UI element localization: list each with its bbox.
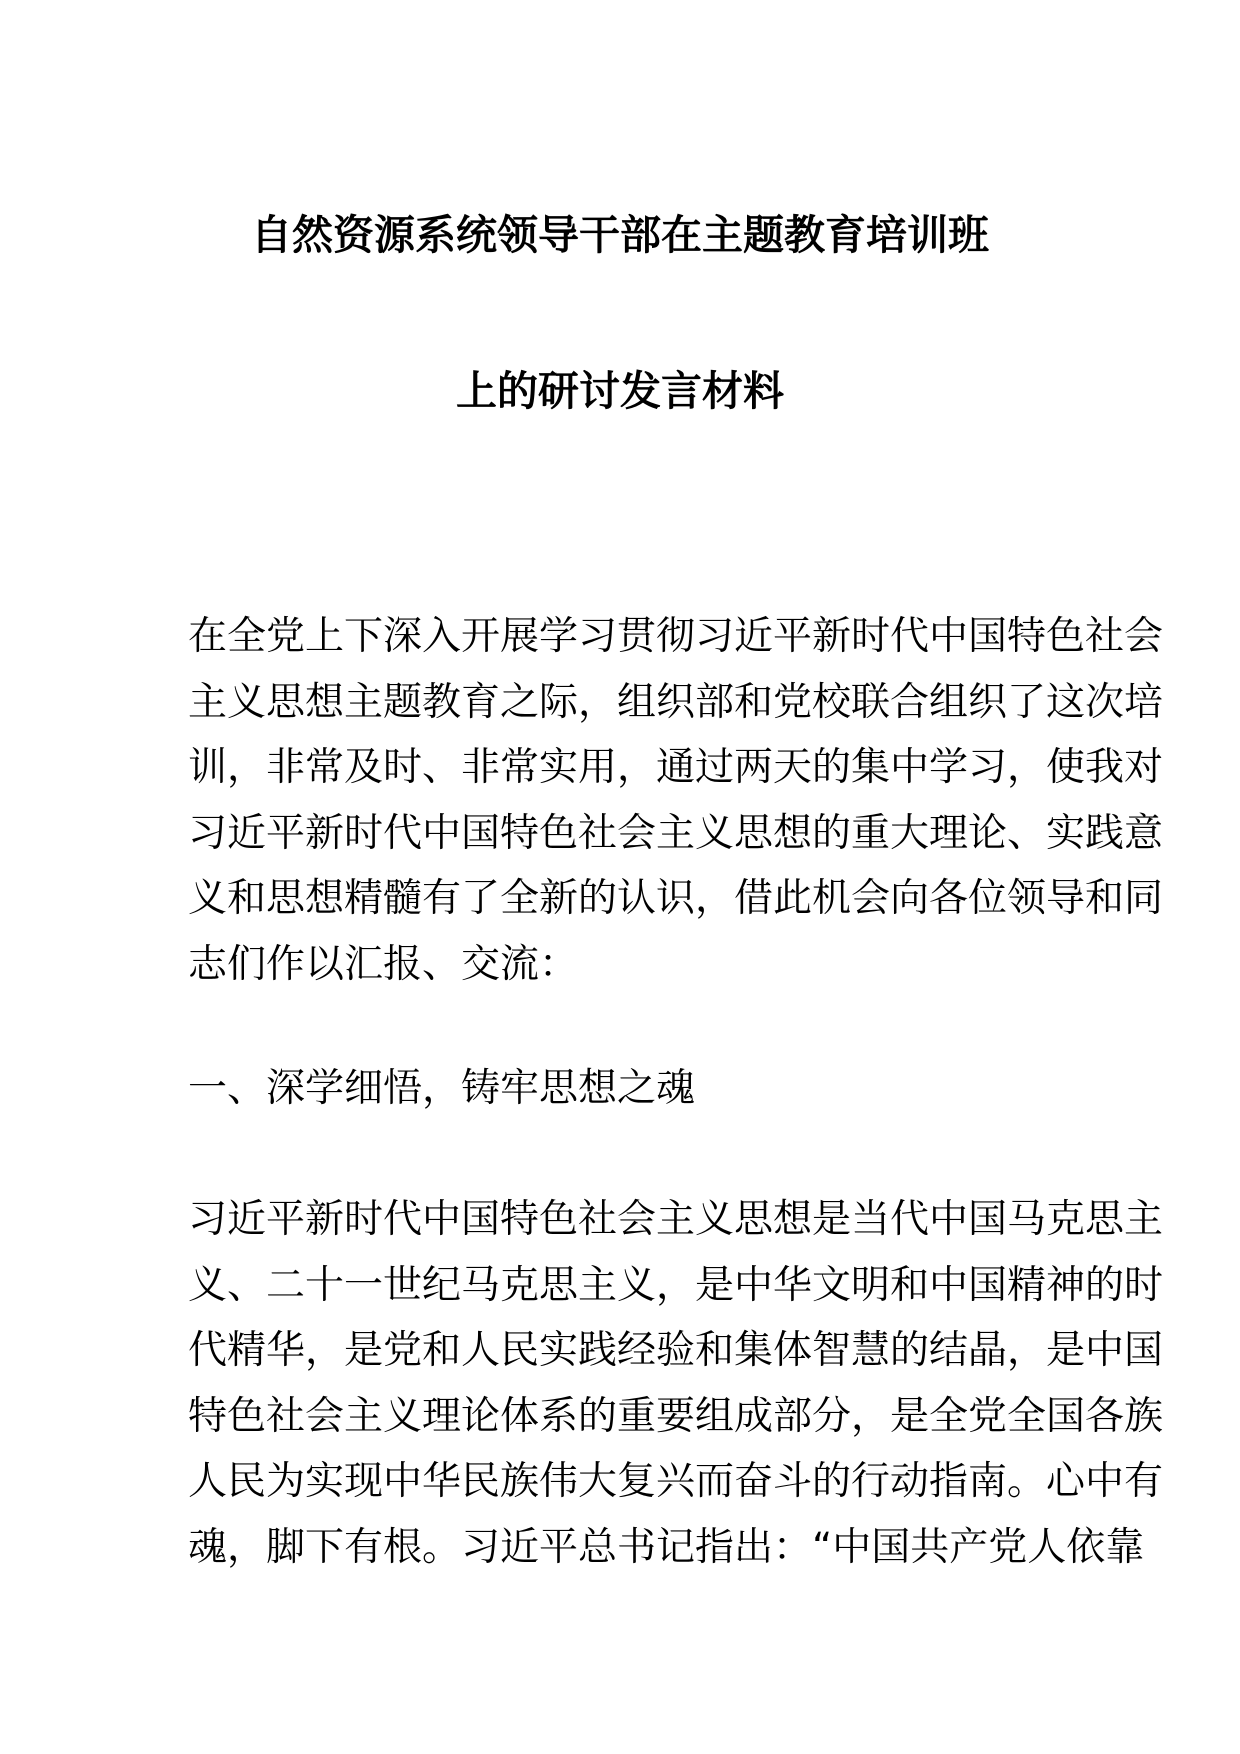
- section-heading-text: 一、深学细悟，铸牢思想之魂: [188, 1066, 696, 1111]
- intro-paragraph: [188, 612, 1164, 1005]
- section-heading: [188, 1064, 1068, 1130]
- paragraph-line: 特色社会主义理论体系的重要组成部分，是全党全国各族: [188, 1393, 1164, 1439]
- body-paragraph: [188, 1195, 1164, 1588]
- document-title-line-1: 自然资源系统领导干部在主题教育培训班: [251, 211, 989, 259]
- paragraph-line: 人民为实现中华民族伟大复兴而奋斗的行动指南。心中有: [188, 1459, 1164, 1504]
- document-title-line-2: 上的研讨发言材料: [456, 367, 784, 415]
- paragraph-line: 主义思想主题教育之际，组织部和党校联合组织了这次培: [188, 679, 1164, 725]
- paragraph-line: 习近平新时代中国特色社会主义思想是当代中国马克思主: [188, 1197, 1164, 1242]
- paragraph-line: 魂，脚下有根。习近平总书记指出：“中国共产党人依靠: [188, 1524, 1145, 1570]
- paragraph-line: 志们作以汇报、交流：: [188, 941, 579, 987]
- paragraph-line: 义、二十一世纪马克思主义，是中华文明和中国精神的时: [188, 1262, 1164, 1308]
- paragraph-line: 习近平新时代中国特色社会主义思想的重大理论、实践意: [188, 810, 1164, 856]
- paragraph-line: 义和思想精髓有了全新的认识，借此机会向各位领导和同: [188, 876, 1164, 921]
- paragraph-line: 训，非常及时、非常实用，通过两天的集中学习，使我对: [188, 745, 1164, 790]
- paragraph-line: 在全党上下深入开展学习贯彻习近平新时代中国特色社会: [188, 614, 1164, 659]
- paragraph-line: 代精华，是党和人民实践经验和集体智慧的结晶，是中国: [188, 1328, 1164, 1373]
